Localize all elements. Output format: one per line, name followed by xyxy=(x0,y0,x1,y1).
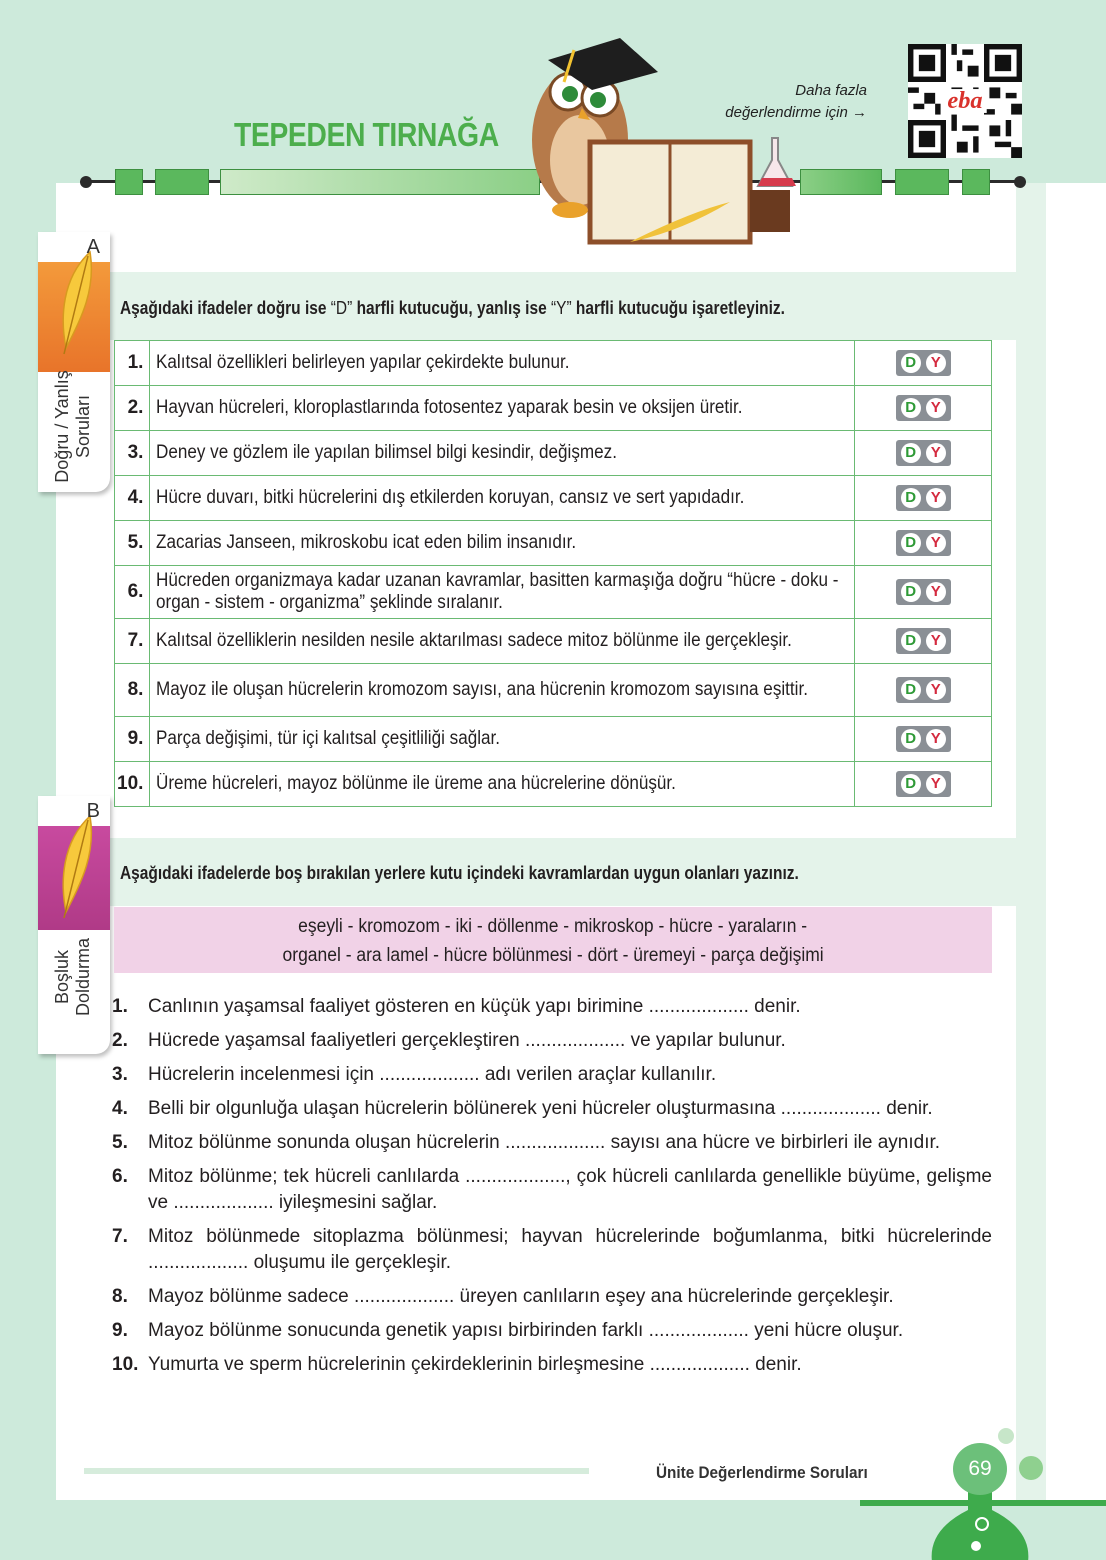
fill-item xyxy=(112,1028,992,1054)
false-checkbox[interactable]: Y xyxy=(926,488,946,508)
fill-item-text: Hücrede yaşamsal faaliyetleri gerçekleştiren ................... ve yapılar bulunur. xyxy=(148,1030,786,1051)
rail-segment xyxy=(962,169,990,195)
fill-item-number: 4. xyxy=(112,1098,128,1119)
tf-row-number: 1. xyxy=(115,341,150,386)
tf-row-statement xyxy=(150,341,855,386)
tf-row-number: 3. xyxy=(115,431,150,476)
eba-note-line1: Daha fazla xyxy=(795,82,867,99)
tf-answer-cell xyxy=(855,717,992,762)
answer-box xyxy=(896,485,951,511)
fill-item xyxy=(112,1318,992,1344)
fill-item-number: 9. xyxy=(112,1320,128,1341)
tf-row xyxy=(115,619,992,664)
false-checkbox[interactable]: Y xyxy=(926,729,946,749)
tf-row-statement xyxy=(150,521,855,566)
rail-segment xyxy=(895,169,949,195)
tf-row-number: 6. xyxy=(115,566,150,619)
tf-answer-cell xyxy=(855,619,992,664)
tf-row-statement xyxy=(150,664,855,717)
instruction-part: Aşağıdaki ifadeler doğru ise xyxy=(120,298,331,318)
true-checkbox[interactable]: D xyxy=(901,353,921,373)
page-title: TEPEDEN TIRNAĞA xyxy=(234,116,499,153)
tf-row xyxy=(115,386,992,431)
tf-row-statement xyxy=(150,431,855,476)
tf-row-number: 9. xyxy=(115,717,150,762)
section-b-label-line1: Boşluk xyxy=(52,949,72,1005)
answer-box xyxy=(896,726,951,752)
tf-row xyxy=(115,762,992,807)
fill-item xyxy=(112,1062,992,1088)
false-checkbox[interactable]: Y xyxy=(926,631,946,651)
tf-row-text: Hücreden organizmaya kadar uzanan kavramlar, basitten karmaşığa doğru “hücre - doku - organ - sistem - organizma” şeklinde sıralanır. xyxy=(156,570,839,613)
tf-row-text: Üreme hücreleri, mayoz bölünme ile üreme ana hücrelerine dönüşür. xyxy=(156,773,677,794)
fill-item xyxy=(112,1284,992,1310)
tf-answer-cell xyxy=(855,476,992,521)
tf-row-statement xyxy=(150,619,855,664)
fill-item-number: 10. xyxy=(112,1354,139,1375)
tf-answer-cell xyxy=(855,566,992,619)
true-checkbox[interactable]: D xyxy=(901,533,921,553)
fill-item-text: Mayoz bölünme sonucunda genetik yapısı birbirinden farklı ................... yeni hücre oluşur. xyxy=(148,1320,904,1341)
false-checkbox[interactable]: Y xyxy=(926,680,946,700)
section-b-tab xyxy=(38,796,110,1054)
true-false-table xyxy=(114,340,992,807)
fill-item-number: 2. xyxy=(112,1030,128,1051)
rail-bar xyxy=(800,169,882,195)
fill-item-number: 1. xyxy=(112,996,128,1017)
tf-answer-cell xyxy=(855,341,992,386)
tf-row-number: 2. xyxy=(115,386,150,431)
tf-answer-cell xyxy=(855,762,992,807)
tf-row-text: Hayvan hücreleri, kloroplastlarında fotosentez yaparak besin ve oksijen üretir. xyxy=(156,397,743,418)
fill-item xyxy=(112,1352,992,1378)
section-b-instruction: Aşağıdaki ifadelerde boş bırakılan yerlere kutu içindeki kavramlardan uygun olanları yazınız. xyxy=(120,863,799,883)
owl-mascot-illustration xyxy=(500,20,800,250)
fill-item-number: 8. xyxy=(112,1286,128,1307)
answer-box xyxy=(896,628,951,654)
true-checkbox[interactable]: D xyxy=(901,582,921,602)
rail-dot-right xyxy=(1014,176,1026,188)
section-a-label-line2: Soruları xyxy=(73,394,93,459)
page-number: 69 xyxy=(953,1443,1007,1495)
tf-row-statement xyxy=(150,386,855,431)
false-checkbox[interactable]: Y xyxy=(926,774,946,794)
fill-item xyxy=(112,1224,992,1276)
tf-row-statement xyxy=(150,566,855,619)
eba-note-line2: değerlendirme için → xyxy=(725,104,867,121)
qr-code-icon[interactable] xyxy=(908,44,1022,158)
fill-item-text: Mitoz bölünmede sitoplazma bölünmesi; hayvan hücrelerinde boğumlanma, bitki hücrelerinde ................... oluşumu ile gerçekleşir. xyxy=(148,1226,992,1273)
tf-row-number: 4. xyxy=(115,476,150,521)
fill-item-text: Yumurta ve sperm hücrelerinin çekirdeklerinin birleşmesine ................... denir. xyxy=(148,1354,802,1375)
tf-row-statement xyxy=(150,717,855,762)
answer-box xyxy=(896,395,951,421)
instruction-quote-y: “Y” xyxy=(550,298,572,318)
footer-text: Ünite Değerlendirme Soruları xyxy=(656,1463,868,1482)
answer-box xyxy=(896,677,951,703)
tf-answer-cell xyxy=(855,431,992,476)
feather-icon xyxy=(52,812,102,922)
true-checkbox[interactable]: D xyxy=(901,680,921,700)
tf-row-text: Zacarias Janseen, mikroskobu icat eden bilim insanıdır. xyxy=(156,532,577,553)
fill-item-number: 3. xyxy=(112,1064,128,1085)
section-a-label-line1: Doğru / Yanlış xyxy=(52,370,72,483)
tf-row xyxy=(115,717,992,762)
tf-row xyxy=(115,664,992,717)
rail-dot-left xyxy=(80,176,92,188)
tf-row xyxy=(115,476,992,521)
section-a-tab xyxy=(38,232,110,492)
fill-item-text: Belli bir olgunluğa ulaşan hücrelerin bölünerek yeni hücreler oluşturmasına ................... denir. xyxy=(148,1098,933,1119)
section-a-label xyxy=(52,369,94,484)
tf-answer-cell xyxy=(855,386,992,431)
false-checkbox[interactable]: Y xyxy=(926,582,946,602)
fill-item-text: Hücrelerin incelenmesi için ................... adı verilen araçlar kullanılır. xyxy=(148,1064,717,1085)
true-checkbox[interactable]: D xyxy=(901,398,921,418)
rail-bar xyxy=(220,169,540,195)
section-b-label xyxy=(52,932,94,1022)
true-checkbox[interactable]: D xyxy=(901,729,921,749)
instruction-part: harfli kutucuğu işaretleyiniz. xyxy=(571,298,785,318)
rail-segment xyxy=(155,169,209,195)
false-checkbox[interactable]: Y xyxy=(926,533,946,553)
word-bank-line1: eşeyli - kromozom - iki - döllenme - mikroskop - hücre - yaraların - xyxy=(298,916,808,937)
tf-row-number: 10. xyxy=(115,762,150,807)
section-a-instruction xyxy=(120,298,785,319)
section-b-label-line2: Doldurma xyxy=(73,937,93,1017)
fill-item-text: Mayoz bölünme sadece ................... üreyen canlıların eşey ana hücrelerinde gerçekleşir. xyxy=(148,1286,894,1307)
tf-answer-cell xyxy=(855,521,992,566)
word-bank-line2: organel - ara lamel - hücre bölünmesi - dört - üremeyi - parça değişimi xyxy=(282,945,824,966)
section-a-letter: A xyxy=(86,236,100,258)
answer-box xyxy=(896,440,951,466)
section-b-letter: B xyxy=(86,800,100,822)
right-margin-band xyxy=(1016,183,1046,1500)
fill-item-text: Mitoz bölünme; tek hücreli canlılarda ..................., çok hücreli canlılarda genellikle büyüme, gelişme ve ................... iyileşmesini sağlar. xyxy=(148,1166,992,1213)
eba-note xyxy=(712,80,867,124)
fill-in-list xyxy=(112,994,992,1386)
tf-row xyxy=(115,521,992,566)
instruction-part: harfli kutucuğu, yanlış ise xyxy=(352,298,551,318)
tf-row-text: Deney ve gözlem ile yapılan bilimsel bilgi kesindir, değişmez. xyxy=(156,442,618,463)
tf-row-text: Kalıtsal özelliklerin nesilden nesile aktarılması sadece mitoz bölünme ile gerçekleşir. xyxy=(156,630,793,651)
fill-item xyxy=(112,1130,992,1156)
true-checkbox[interactable]: D xyxy=(901,631,921,651)
fill-item-text: Canlının yaşamsal faaliyet gösteren en küçük yapı birimine ................... denir. xyxy=(148,996,801,1017)
tf-row-text: Parça değişimi, tür içi kalıtsal çeşitliliği sağlar. xyxy=(156,728,501,749)
tf-row xyxy=(115,566,992,619)
tf-row-statement xyxy=(150,762,855,807)
word-bank xyxy=(114,907,992,973)
tf-row-statement xyxy=(150,476,855,521)
feather-icon xyxy=(52,248,102,358)
fill-item-number: 7. xyxy=(112,1226,128,1247)
fill-item-text: Mitoz bölünme sonunda oluşan hücrelerin ................... sayısı ana hücre ve birbirleri ile aynıdır. xyxy=(148,1132,941,1153)
fill-item xyxy=(112,1164,992,1216)
answer-box xyxy=(896,771,951,797)
false-checkbox[interactable]: Y xyxy=(926,398,946,418)
eba-logo-text: eba xyxy=(947,87,983,115)
fill-item-number: 5. xyxy=(112,1132,128,1153)
instruction-quote-d: “D” xyxy=(330,298,353,318)
tf-row-number: 8. xyxy=(115,664,150,717)
footer-green-line xyxy=(860,1500,1106,1506)
rail-segment xyxy=(115,169,143,195)
true-checkbox[interactable]: D xyxy=(901,774,921,794)
tf-row-number: 7. xyxy=(115,619,150,664)
fill-item-number: 6. xyxy=(112,1166,128,1187)
answer-box xyxy=(896,530,951,556)
tf-answer-cell xyxy=(855,664,992,717)
false-checkbox[interactable]: Y xyxy=(926,443,946,463)
false-checkbox[interactable]: Y xyxy=(926,353,946,373)
tf-row-text: Mayoz ile oluşan hücrelerin kromozom sayısı, ana hücrenin kromozom sayısına eşittir. xyxy=(156,679,809,700)
fill-item xyxy=(112,1096,992,1122)
true-checkbox[interactable]: D xyxy=(901,443,921,463)
tf-row-text: Hücre duvarı, bitki hücrelerini dış etkilerden koruyan, cansız ve sert yapıdadır. xyxy=(156,487,745,508)
tf-row-text: Kalıtsal özellikleri belirleyen yapılar çekirdekte bulunur. xyxy=(156,352,570,373)
tf-row xyxy=(115,341,992,386)
tf-row xyxy=(115,431,992,476)
fill-item xyxy=(112,994,992,1020)
answer-box xyxy=(896,350,951,376)
tf-row-number: 5. xyxy=(115,521,150,566)
footer-line xyxy=(84,1468,589,1474)
true-checkbox[interactable]: D xyxy=(901,488,921,508)
answer-box xyxy=(896,579,951,605)
